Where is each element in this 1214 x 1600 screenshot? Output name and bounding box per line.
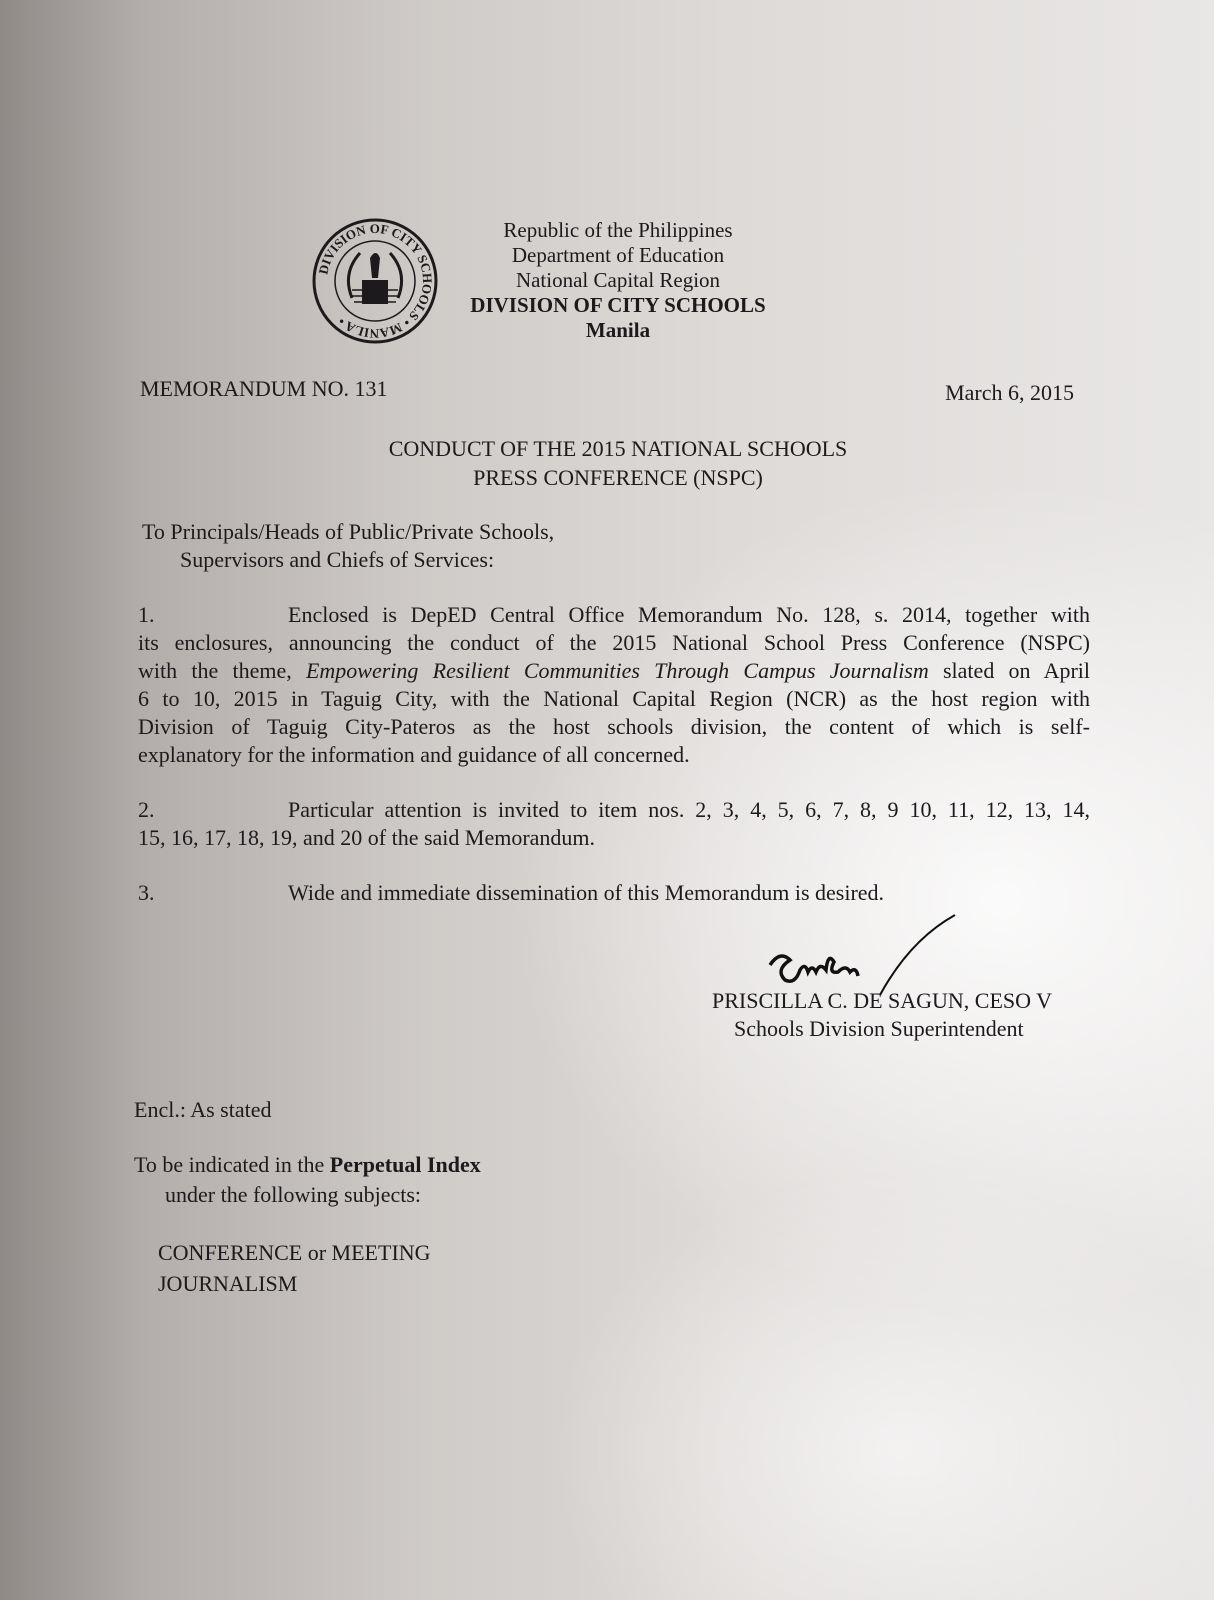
letterhead-region: National Capital Region <box>515 268 721 292</box>
paragraph-line: 15, 16, 17, 18, 19, and 20 of the said Memorandum. <box>138 825 596 850</box>
paragraph-line: Wide and immediate dissemination of this Memorandum is desired. <box>288 880 885 905</box>
svg-text:DIVISION OF CITY SCHOOLS • MAN: DIVISION OF CITY SCHOOLS • MANILA • <box>315 220 436 342</box>
subject-line-2: PRESS CONFERENCE (NSPC) <box>473 465 763 490</box>
letterhead <box>418 218 818 343</box>
salutation-line-1: To Principals/Heads of Public/Private Schools, <box>142 519 555 544</box>
memo-number: MEMORANDUM NO. 131 <box>140 376 388 401</box>
paragraph-line: explanatory for the information and guidance of all concerned. <box>138 742 690 767</box>
text: with the theme, <box>138 658 306 683</box>
paragraph-line: its enclosures, announcing the conduct of the 2015 National School Press Conference (NSPC) <box>138 630 1090 655</box>
subject-line-1: CONDUCT OF THE 2015 NATIONAL SCHOOLS <box>388 436 848 461</box>
index-subject: JOURNALISM <box>158 1271 298 1296</box>
text: slated on April <box>928 658 1091 683</box>
paragraph-number: 3. <box>138 880 155 905</box>
index-line-2: under the following subjects: <box>165 1182 422 1207</box>
index-bold: Perpetual Index <box>329 1152 481 1177</box>
index-subjects <box>158 1237 431 1299</box>
letterhead-city: Manila <box>585 318 651 342</box>
paragraph-3 <box>138 879 1090 907</box>
salutation <box>142 518 554 574</box>
letterhead-republic: Republic of the Philippines <box>503 218 733 242</box>
letterhead-department: Department of Education <box>511 243 725 267</box>
salutation-line-2: Supervisors and Chiefs of Services: <box>180 547 495 572</box>
signatory <box>712 987 1052 1043</box>
enclosure-note: Encl.: As stated <box>134 1097 272 1122</box>
paragraph-line: Particular attention is invited to item nos. 2, 3, 4, 5, 6, 7, 8, 9 10, 11, 12, 13, 14, <box>288 797 1090 822</box>
index-subject: CONFERENCE or MEETING <box>158 1240 431 1265</box>
paragraph-line: Enclosed is DepED Central Office Memorandum No. 128, s. 2014, together with <box>288 602 1090 627</box>
paragraph-line: Division of Taguig City-Pateros as the host schools division, the content of which is self- <box>138 714 1090 739</box>
memo-date: March 6, 2015 <box>945 380 1074 405</box>
paragraph-number: 1. <box>138 602 155 627</box>
paragraph-2 <box>138 796 1090 852</box>
paragraph-line <box>138 657 1090 685</box>
theme-text: Empowering Resilient Communities Through Campus Journalism <box>305 658 929 683</box>
letterhead-division: DIVISION OF CITY SCHOOLS <box>470 293 766 317</box>
signatory-name: PRISCILLA C. DE SAGUN, CESO V <box>712 988 1053 1013</box>
index-prefix: To be indicated in the <box>134 1152 330 1177</box>
paragraph-number: 2. <box>138 797 155 822</box>
signatory-title: Schools Division Superintendent <box>734 1016 1024 1041</box>
perpetual-index-note <box>134 1150 481 1210</box>
memo-subject <box>318 434 918 492</box>
paragraph-1 <box>138 601 1090 769</box>
paragraph-line: 6 to 10, 2015 in Taguig City, with the National Capital Region (NCR) as the host region with <box>138 686 1090 711</box>
